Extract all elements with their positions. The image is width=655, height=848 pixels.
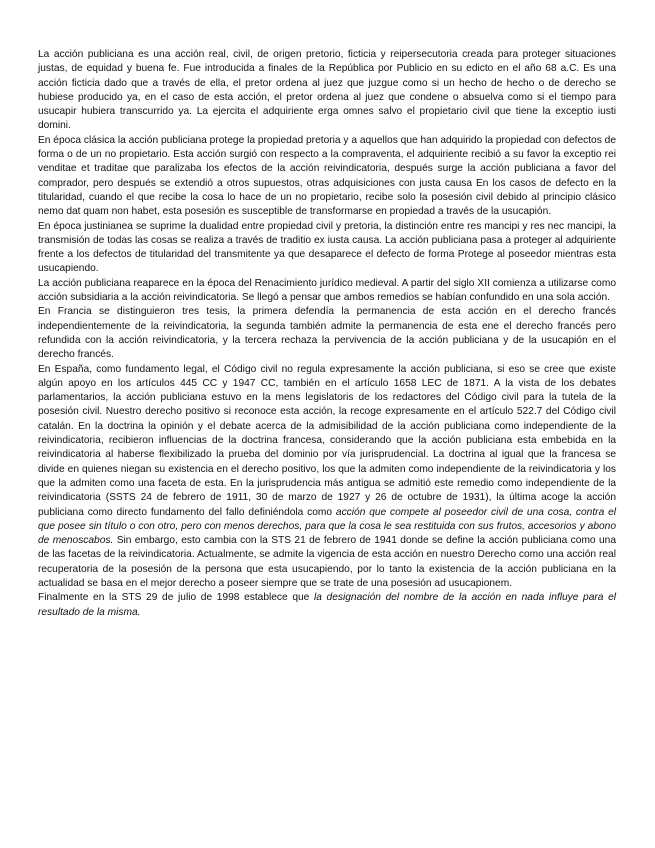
document-body [38, 48, 616, 620]
paragraph-text: La acción publiciana es una acción real, civil, de origen pretorio, ficticia y reipersecutoria creada para proteger situaciones justas, de equidad y buena fe. Fue introducida a finales de la República por Publicio en su edicto en el año 68 a.C. Es una acción ficticia dado que a través de ella, el pretor ordena al juez que juzgue como si un hecho de hecho o de derecho se hubiese producido ya, en el caso de esta acción, el pretor ordena al juez que condene o absuelva como si el tiempo para usucapir hubiera transcurrido ya. La ejercita el adquiriente erga omnes salvo el propietario civil que tiene la exceptio iusti domini. [38, 49, 616, 132]
paragraph-text: En época justinianea se suprime la dualidad entre propiedad civil y pretoria, la distinción entre res mancipi y res nec mancipi, la transmisión de todas las cosas se realiza a través de traditio ex iusta causa. La acción publiciana pasa a proteger al adquiriente frente a los defectos de titularidad del transmitente ya que desaparece el defecto de forma Protege al poseedor mientras esta usucapiendo. [38, 220, 616, 275]
paragraph-conclusion [38, 591, 616, 620]
paragraph-francia [38, 305, 616, 362]
paragraph-text: Finalmente en la STS 29 de julio de 1998 establece que [38, 592, 314, 604]
paragraph-text: En Francia se distinguieron tres tesis, la primera defendía la permanencia de esta acción en el derecho francés independientemente de la reivindicatoria, la segunda también admite la permanencia de esta ene el derecho francés pero refundida con la acción reivindicatoria, y la tercera rechaza la pervivencia de la acción publiciana y de la usucapión en el derecho francés. [38, 306, 616, 361]
quoted-ruling: la designación del nombre de la acción en nada influye para el resultado de la misma. [38, 592, 616, 618]
paragraph-text: La acción publiciana reaparece en la época del Renacimiento jurídico medieval. A partir del siglo XII comienza a utilizarse como acción subsidiaria a la acción reivindicatoria. Se llegó a pensar que ambos remedios se habían confundido en una sola acción. [38, 277, 616, 304]
quoted-definition: acción que compete al poseedor civil de una cosa, contra el que posee sin título o con otro, pero con menos derechos, para que la cosa le sea restituida con sus frutos, accesorios y abono de menoscabos. [38, 506, 616, 547]
paragraph-espana [38, 363, 616, 592]
paragraph-text: En España, como fundamento legal, el Código civil no regula expresamente la acción publiciana, si eso se cree que existe algún apoyo en los artículos 445 CC y 1947 CC, también en el artículo 1658 LEC de 1871. A la vista de los debates parlamentarios, la acción publiciana estuvo en la mens legislatoris de los redactores del Código civil para la tutela de la posesión civil. Nuestro derecho positivo si reconoce esta acción, la recoge expresamente en el artículo 522.7 del Código civil catalán. En la doctrina la opinión y el debate acerca de la admisibilidad de la acción publiciana como independiente de la reivindicatoria, recibieron influencias de la doctrina francesa, considerando que la acción publiciana esta embebida en la reivindicatoria al haberse flexibilizado la prueba del dominio por vía jurisprudencial. La doctrina al igual que la francesa se divide en quienes niegan su existencia en el derecho positivo, los que la admiten como independiente de la reivindicatoria y los que la admiten como una faceta de esta. En la jurisprudencia más antigua se admitió este remedio como independiente de la reivindicatoria (SSTS 24 de febrero de 1911, 30 de marzo de 1927 y 26 de octubre de 1931), la última acoge la acción publiciana como directo fundamento del fallo definiéndola como [38, 363, 616, 518]
paragraph-intro [38, 48, 616, 134]
paragraph-epoca-clasica [38, 134, 616, 220]
paragraph-text: En época clásica la acción publiciana protege la propiedad pretoria y a aquellos que han adquirido la propiedad con defectos de forma o de un no propietario. Esta acción surgió con respecto a la compraventa, el adquiriente recibió a su favor la exceptio rei venditae et traditae que paralizaba los efectos de la acción reivindicatoria, después surge la acción publiciana a favor del comprador, pero después se extendió a otros supuestos, otras adquisiciones con justa causa En los casos de defecto en la titularidad, cuando el que recibe la cosa lo hace de un no propietario, recibe solo la posesión civil debido al principio clásico nemo dat quam non habet, esta posesión es susceptible de transformarse en propiedad a través de la usucapión. [38, 134, 616, 218]
paragraph-text: Sin embargo, esto cambia con la STS 21 de febrero de 1941 donde se define la acción publiciana como una de las facetas de la reivindicatoria. Actualmente, se admite la vigencia de esta acción en nuestro Derecho como una acción real recuperatoria de la posesión de la persona que esta usucapiendo, por lo tanto la existencia de la acción publiciana en la actualidad se basa en el mejor derecho a poseer siempre que se trate de una posesión ad usucapionem. [38, 535, 616, 589]
paragraph-epoca-justinianea [38, 220, 616, 277]
paragraph-renacimiento [38, 277, 616, 306]
